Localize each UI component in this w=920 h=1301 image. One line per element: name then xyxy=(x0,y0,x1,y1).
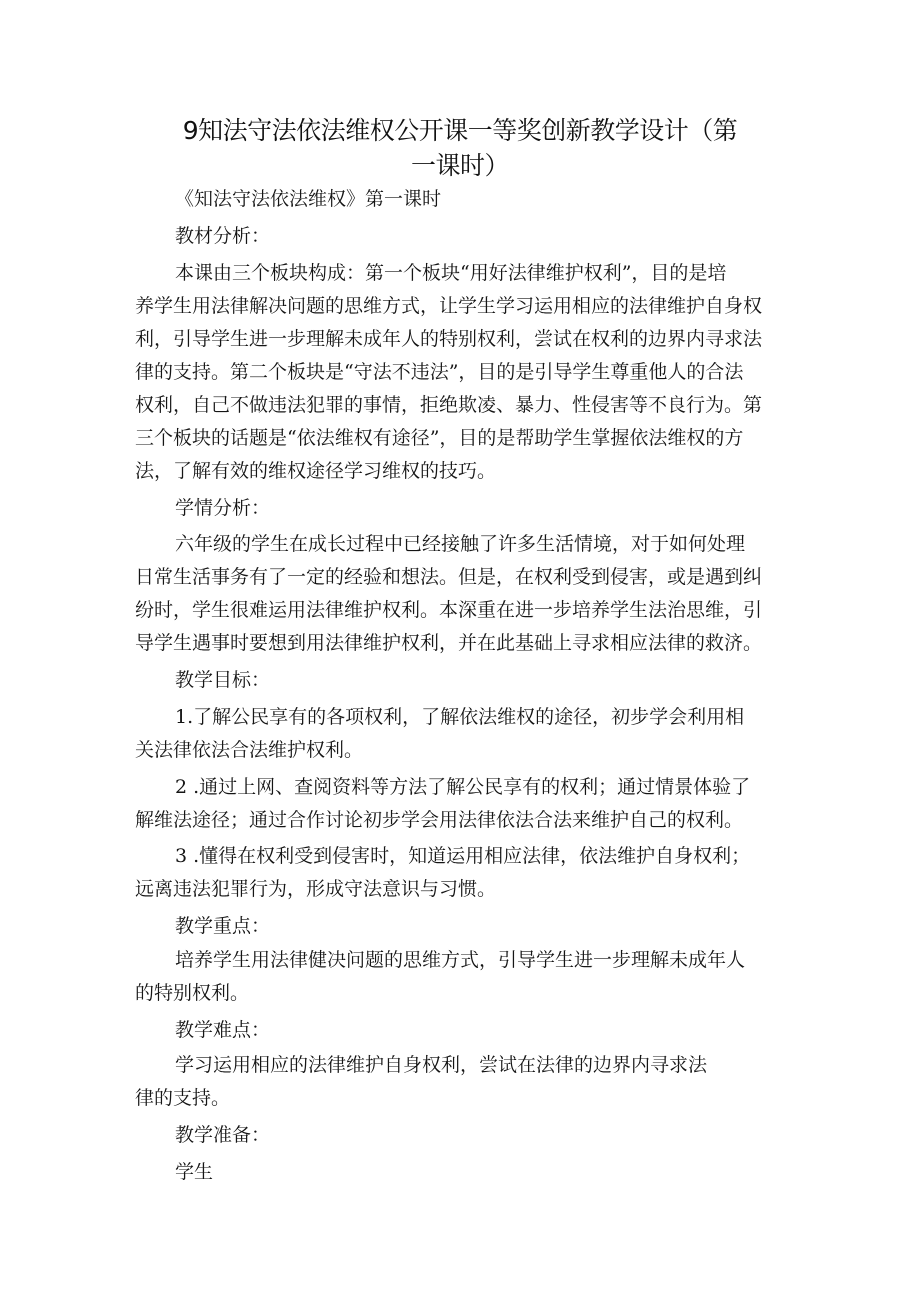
key-points-line: 的特别权利。 xyxy=(135,982,250,1004)
difficulties-line: 学习运用相应的法律维护自身权利，尝试在法律的边界内寻求法 xyxy=(175,1054,708,1076)
material-paragraph-line: 三个板块的话题是“依法维权有途径”，目的是帮助学生掌握依法维权的方 xyxy=(135,427,744,449)
preparation-line: 学生 xyxy=(175,1161,214,1183)
heading-preparation: 教学准备： xyxy=(175,1124,271,1146)
document-subtitle: 《知法守法依法维权》第一课时 xyxy=(175,188,442,210)
material-paragraph-line: 利，引导学生进一步理解未成年人的特别权利，尝试在权利的边界内寻求法 xyxy=(135,328,763,350)
student-paragraph-line: 导学生遇事时要想到用法律维护权利，并在此基础上寻求相应法律的救济。 xyxy=(135,632,763,654)
key-points-line: 培养学生用法律健决问题的思维方式，引导学生进一步理解未成年人 xyxy=(175,949,746,971)
document-title-line-2: 一课时） xyxy=(410,151,509,180)
student-paragraph-line: 日常生活事务有了一定的经验和想法。但是，在权利受到侵害，或是遇到纠 xyxy=(135,566,763,588)
goal-2-line: 解维法途径；通过合作讨论初步学会用法律依法合法来维护自己的权利。 xyxy=(135,809,744,831)
goal-2-line: 2 .通过上网、查阅资料等方法了解公民享有的权利；通过情景体验了 xyxy=(175,776,751,798)
document-title-line-1: 9知法守法依法维权公开课一等奖创新教学设计（第 xyxy=(182,116,738,145)
material-paragraph-line: 权利，自己不做违法犯罪的事情，拒绝欺凌、暴力、性侵害等不良行为。第 xyxy=(135,394,763,416)
material-paragraph-line: 养学生用法律解决问题的思维方式，让学生学习运用相应的法律维护自身权 xyxy=(135,295,763,317)
heading-teaching-goals: 教学目标： xyxy=(175,669,271,691)
material-paragraph-line: 本课由三个板块构成：第一个板块“用好法律维护权利”，目的是培 xyxy=(175,262,727,284)
goal-3-line: 3 .懂得在权利受到侵害时，知道运用相应法律，依法维护自身权利； xyxy=(175,845,751,867)
student-paragraph-line: 纷时，学生很难运用法律维护权利。本深重在进一步培养学生法治思维，引 xyxy=(135,599,763,621)
goal-1-line: 关法律依法合法维护权利。 xyxy=(135,739,364,761)
heading-difficulties: 教学难点： xyxy=(175,1019,271,1041)
heading-student-analysis: 学情分析： xyxy=(175,497,271,519)
goal-3-line: 远离违法犯罪行为，形成守法意识与习惯。 xyxy=(135,878,497,900)
heading-key-points: 教学重点： xyxy=(175,915,271,937)
student-paragraph-line: 六年级的学生在成长过程中已经接触了许多生活情境，对于如何处理 xyxy=(175,533,746,555)
difficulties-line: 律的支持。 xyxy=(135,1087,231,1109)
material-paragraph-line: 律的支持。第二个板块是“守法不违法”，目的是引导学生尊重他人的合法 xyxy=(135,361,744,383)
material-paragraph-line: 法，了解有效的维权途径学习维权的技巧。 xyxy=(135,460,497,482)
goal-1-line: 1.了解公民享有的各项权利，了解依法维权的途径，初步学会利用相 xyxy=(175,706,745,728)
heading-material-analysis: 教材分析： xyxy=(175,225,271,247)
